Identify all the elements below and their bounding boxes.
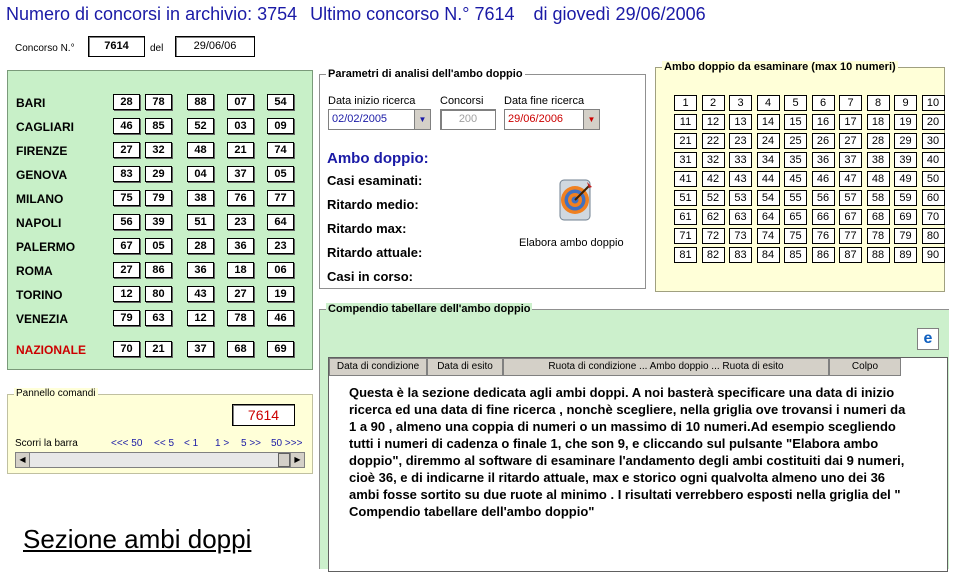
column-header[interactable]: Data di condizione [329, 358, 427, 376]
grid-number-17[interactable]: 17 [839, 114, 862, 130]
end-label: Data fine ricerca [504, 95, 585, 107]
wheel-number[interactable]: 19 [267, 286, 294, 302]
chevron-down-icon[interactable]: ▼ [414, 110, 430, 129]
wheel-number[interactable]: 38 [187, 190, 214, 206]
grid-number-56[interactable]: 56 [812, 190, 835, 206]
column-header[interactable]: Data di esito [427, 358, 503, 376]
grid-number-31[interactable]: 31 [674, 152, 697, 168]
start-date-value: 02/02/2005 [332, 113, 388, 125]
wheel-number[interactable]: 48 [187, 142, 214, 158]
grid-number-34[interactable]: 34 [757, 152, 780, 168]
grid-number-33[interactable]: 33 [729, 152, 752, 168]
wheel-number[interactable]: 18 [227, 262, 254, 278]
concorsi-field[interactable]: 200 [440, 109, 496, 130]
grid-number-2[interactable]: 2 [702, 95, 725, 111]
grid-number-72[interactable]: 72 [702, 228, 725, 244]
grid-number-50[interactable]: 50 [922, 171, 945, 187]
concorso-date-field[interactable]: 29/06/06 [175, 36, 255, 57]
archive-label: Numero di concorsi in archivio: [6, 4, 253, 24]
compendio-description: Questa è la sezione dedicata agli ambi doppi. A noi basterà specificare una data di inizio ricerca ed una data di fine ricerca , nonchè scegliere, nella griglia ove trovansi i numeri da 1 a 90 , almeno una coppia di numeri o un massimo di 10 numeri.Ad esempio scegliendo tutti i numeri di cadenza o finale 1, che son 9, e cliccando sul pulsante "Elabora ambo doppio", diremmo al software di esaminare l'andamento degli ambi costituiti dai 9 numeri, cioè 36, e di indicarne il ritardo attuale, max e storico ogni qualvolta almeno uno dei 36 ambi fosse sortito su due ruote al minimo . I risultati verrebbero esposti nella griglia del " Compendio tabellare dell'ambo doppio" [349, 385, 906, 519]
grid-number-7[interactable]: 7 [839, 95, 862, 111]
grid-number-1[interactable]: 1 [674, 95, 697, 111]
params-legend: Parametri di analisi dell'ambo doppio [328, 68, 523, 80]
compendio-legend: Compendio tabellare dell'ambo doppio [328, 303, 531, 315]
wheel-number[interactable]: 12 [113, 286, 140, 302]
grid-number-65[interactable]: 65 [784, 209, 807, 225]
nav-step-button[interactable]: <<< 50 [111, 438, 143, 449]
grid-number-78[interactable]: 78 [867, 228, 890, 244]
params-panel [319, 68, 646, 289]
wheel-number[interactable]: 88 [187, 94, 214, 110]
pannello-legend: Pannello comandi [16, 388, 96, 399]
grid-number-21[interactable]: 21 [674, 133, 697, 149]
column-header[interactable]: Colpo [829, 358, 901, 376]
grid-number-49[interactable]: 49 [894, 171, 917, 187]
wheel-number[interactable]: 03 [227, 118, 254, 134]
wheel-number[interactable]: 75 [113, 190, 140, 206]
grid-number-26[interactable]: 26 [812, 133, 835, 149]
grid-number-58[interactable]: 58 [867, 190, 890, 206]
grid-number-45[interactable]: 45 [784, 171, 807, 187]
wheel-number[interactable]: 46 [267, 310, 294, 326]
wheel-name-milano: MILANO [16, 192, 64, 206]
wheel-number[interactable]: 54 [267, 94, 294, 110]
grid-number-48[interactable]: 48 [867, 171, 890, 187]
ambo-title: Ambo doppio: [327, 150, 429, 167]
stat-label: Ritardo attuale: [327, 245, 423, 260]
elabora-button[interactable]: Elabora ambo doppio [519, 237, 624, 249]
wheel-number[interactable]: 76 [227, 190, 254, 206]
compendio-table [328, 357, 948, 572]
export-ie-icon[interactable]: e [917, 328, 939, 350]
wheel-name-firenze: FIRENZE [16, 144, 68, 158]
wheel-number[interactable]: 29 [145, 166, 172, 182]
grid-number-73[interactable]: 73 [729, 228, 752, 244]
grid-number-24[interactable]: 24 [757, 133, 780, 149]
grid-number-30[interactable]: 30 [922, 133, 945, 149]
grid-number-84[interactable]: 84 [757, 247, 780, 263]
scroll-left-arrow-icon[interactable]: ◀ [16, 453, 30, 467]
grid-number-64[interactable]: 64 [757, 209, 780, 225]
wheel-number[interactable]: 78 [145, 94, 172, 110]
header-title [6, 4, 706, 25]
grid-number-3[interactable]: 3 [729, 95, 752, 111]
grid-number-57[interactable]: 57 [839, 190, 862, 206]
grid-number-8[interactable]: 8 [867, 95, 890, 111]
grid-number-15[interactable]: 15 [784, 114, 807, 130]
wheel-number[interactable]: 27 [113, 142, 140, 158]
wheel-number[interactable]: 56 [113, 214, 140, 230]
wheel-number[interactable]: 23 [267, 238, 294, 254]
scroll-label: Scorri la barra [15, 438, 78, 449]
wheel-number[interactable]: 86 [145, 262, 172, 278]
wheel-number[interactable]: 37 [227, 166, 254, 182]
end-date-select[interactable] [504, 109, 600, 130]
concorso-scrollbar[interactable] [15, 452, 305, 468]
grid-number-52[interactable]: 52 [702, 190, 725, 206]
grid-number-32[interactable]: 32 [702, 152, 725, 168]
grid-number-54[interactable]: 54 [757, 190, 780, 206]
grid-number-88[interactable]: 88 [867, 247, 890, 263]
section-title: Sezione ambi doppi [23, 524, 252, 554]
grid-number-76[interactable]: 76 [812, 228, 835, 244]
wheel-number[interactable]: 51 [187, 214, 214, 230]
grid-number-69[interactable]: 69 [894, 209, 917, 225]
wheel-number[interactable]: 04 [187, 166, 214, 182]
wheel-number[interactable]: 07 [227, 94, 254, 110]
wheel-number[interactable]: 36 [227, 238, 254, 254]
grid-number-77[interactable]: 77 [839, 228, 862, 244]
wheel-name-venezia: VENEZIA [16, 312, 69, 326]
wheel-name-bari: BARI [16, 96, 46, 110]
grid-number-35[interactable]: 35 [784, 152, 807, 168]
wheel-number[interactable]: 21 [227, 142, 254, 158]
concorsi-label: Concorsi [440, 95, 484, 107]
ambo-grid-panel [655, 61, 945, 292]
nav-step-button[interactable]: << 5 [154, 438, 175, 449]
stat-label: Ritardo max: [327, 221, 407, 236]
grid-number-74[interactable]: 74 [757, 228, 780, 244]
nav-step-button[interactable]: 50 >>> [271, 438, 303, 449]
wheel-name-napoli: NAPOLI [16, 216, 62, 230]
grid-number-79[interactable]: 79 [894, 228, 917, 244]
grid-number-19[interactable]: 19 [894, 114, 917, 130]
wheel-number[interactable]: 79 [145, 190, 172, 206]
wheel-number[interactable]: 74 [267, 142, 294, 158]
column-header[interactable]: Ruota di condizione ... Ambo doppio ... Ruota di esito [503, 358, 829, 376]
compendio-panel [319, 303, 949, 569]
wheel-number[interactable]: 05 [145, 238, 172, 254]
wheel-number[interactable]: 37 [187, 341, 214, 357]
wheel-number[interactable]: 85 [145, 118, 172, 134]
grid-number-66[interactable]: 66 [812, 209, 835, 225]
wheel-name-cagliari: CAGLIARI [16, 120, 74, 134]
wheel-number[interactable]: 39 [145, 214, 172, 230]
wheel-number[interactable]: 67 [113, 238, 140, 254]
grid-number-59[interactable]: 59 [894, 190, 917, 206]
wheels-panel [7, 70, 313, 370]
wheel-number[interactable]: 28 [113, 94, 140, 110]
grid-number-70[interactable]: 70 [922, 209, 945, 225]
grid-number-42[interactable]: 42 [702, 171, 725, 187]
start-date-select[interactable] [328, 109, 431, 130]
grid-number-10[interactable]: 10 [922, 95, 945, 111]
grid-number-11[interactable]: 11 [674, 114, 697, 130]
grid-number-39[interactable]: 39 [894, 152, 917, 168]
wheel-number[interactable]: 68 [227, 341, 254, 357]
archive-count: 3754 [257, 4, 298, 24]
number-grid [674, 95, 954, 295]
wheel-name-nazionale: NAZIONALE [16, 343, 86, 357]
grid-number-55[interactable]: 55 [784, 190, 807, 206]
wheel-number[interactable]: 78 [227, 310, 254, 326]
wheel-number[interactable]: 28 [187, 238, 214, 254]
grid-number-81[interactable]: 81 [674, 247, 697, 263]
grid-number-36[interactable]: 36 [812, 152, 835, 168]
grid-number-87[interactable]: 87 [839, 247, 862, 263]
wheel-number[interactable]: 09 [267, 118, 294, 134]
grid-number-44[interactable]: 44 [757, 171, 780, 187]
grid-number-63[interactable]: 63 [729, 209, 752, 225]
nav-step-button[interactable]: 5 >> [241, 438, 262, 449]
del-label: del [150, 43, 164, 54]
grid-number-20[interactable]: 20 [922, 114, 945, 130]
wheel-name-palermo: PALERMO [16, 240, 76, 254]
grid-number-37[interactable]: 37 [839, 152, 862, 168]
grid-number-62[interactable]: 62 [702, 209, 725, 225]
wheel-number[interactable]: 69 [267, 341, 294, 357]
grid-number-18[interactable]: 18 [867, 114, 890, 130]
wheel-number[interactable]: 05 [267, 166, 294, 182]
wheel-number[interactable]: 32 [145, 142, 172, 158]
concorso-number-field[interactable]: 7614 [88, 36, 145, 57]
grid-number-41[interactable]: 41 [674, 171, 697, 187]
grid-number-13[interactable]: 13 [729, 114, 752, 130]
wheel-number[interactable]: 06 [267, 262, 294, 278]
grid-number-86[interactable]: 86 [812, 247, 835, 263]
wheel-number[interactable]: 83 [113, 166, 140, 182]
chevron-down-icon[interactable]: ▼ [583, 110, 599, 129]
grid-number-71[interactable]: 71 [674, 228, 697, 244]
grid-number-90[interactable]: 90 [922, 247, 945, 263]
start-label: Data inizio ricerca [328, 95, 416, 107]
wheel-number[interactable]: 27 [113, 262, 140, 278]
grid-number-67[interactable]: 67 [839, 209, 862, 225]
grid-number-53[interactable]: 53 [729, 190, 752, 206]
ambo-grid-legend: Ambo doppio da esaminare (max 10 numeri) [664, 61, 896, 73]
wheel-number[interactable]: 12 [187, 310, 214, 326]
grid-number-4[interactable]: 4 [757, 95, 780, 111]
grid-number-51[interactable]: 51 [674, 190, 697, 206]
wheel-number[interactable]: 80 [145, 286, 172, 302]
wheel-name-roma: ROMA [16, 264, 53, 278]
pannello-value[interactable]: 7614 [232, 404, 295, 426]
grid-number-80[interactable]: 80 [922, 228, 945, 244]
stat-label: Ritardo medio: [327, 197, 419, 212]
grid-number-25[interactable]: 25 [784, 133, 807, 149]
wheel-name-genova: GENOVA [16, 168, 68, 182]
wheel-number[interactable]: 70 [113, 341, 140, 357]
scroll-right-arrow-icon[interactable]: ▶ [290, 453, 304, 467]
grid-number-6[interactable]: 6 [812, 95, 835, 111]
last-date: di giovedì 29/06/2006 [533, 4, 706, 24]
wheel-number[interactable]: 52 [187, 118, 214, 134]
last-number: 7614 [474, 4, 515, 24]
grid-number-16[interactable]: 16 [812, 114, 835, 130]
grid-number-40[interactable]: 40 [922, 152, 945, 168]
grid-number-43[interactable]: 43 [729, 171, 752, 187]
table-header [329, 358, 949, 376]
wheel-number[interactable]: 77 [267, 190, 294, 206]
stat-label: Casi esaminati: [327, 173, 423, 188]
stats-list [320, 173, 520, 293]
grid-number-14[interactable]: 14 [757, 114, 780, 130]
grid-number-68[interactable]: 68 [867, 209, 890, 225]
target-icon[interactable] [556, 178, 596, 222]
wheel-number[interactable]: 36 [187, 262, 214, 278]
grid-number-27[interactable]: 27 [839, 133, 862, 149]
grid-number-47[interactable]: 47 [839, 171, 862, 187]
nav-step-button[interactable]: < 1 [184, 438, 199, 449]
end-date-value: 29/06/2006 [508, 113, 564, 125]
nav-step-button[interactable]: 1 > [215, 438, 230, 449]
grid-number-28[interactable]: 28 [867, 133, 890, 149]
grid-number-23[interactable]: 23 [729, 133, 752, 149]
grid-number-46[interactable]: 46 [812, 171, 835, 187]
wheel-number[interactable]: 46 [113, 118, 140, 134]
last-label: Ultimo concorso N.° [310, 4, 470, 24]
grid-number-5[interactable]: 5 [784, 95, 807, 111]
wheel-number[interactable]: 64 [267, 214, 294, 230]
wheel-number[interactable]: 27 [227, 286, 254, 302]
grid-number-60[interactable]: 60 [922, 190, 945, 206]
grid-number-89[interactable]: 89 [894, 247, 917, 263]
stat-label: Casi in corso: [327, 269, 413, 284]
grid-number-61[interactable]: 61 [674, 209, 697, 225]
grid-number-75[interactable]: 75 [784, 228, 807, 244]
pannello-comandi [7, 388, 313, 474]
nav-row [111, 438, 311, 450]
wheel-number[interactable]: 63 [145, 310, 172, 326]
grid-number-12[interactable]: 12 [702, 114, 725, 130]
grid-number-29[interactable]: 29 [894, 133, 917, 149]
grid-number-22[interactable]: 22 [702, 133, 725, 149]
scroll-thumb[interactable] [278, 453, 290, 467]
concorso-label: Concorso N.° [15, 43, 75, 54]
grid-number-38[interactable]: 38 [867, 152, 890, 168]
wheel-number[interactable]: 23 [227, 214, 254, 230]
wheel-name-torino: TORINO [16, 288, 63, 302]
grid-number-83[interactable]: 83 [729, 247, 752, 263]
wheel-number[interactable]: 21 [145, 341, 172, 357]
grid-number-9[interactable]: 9 [894, 95, 917, 111]
grid-number-82[interactable]: 82 [702, 247, 725, 263]
wheel-number[interactable]: 43 [187, 286, 214, 302]
grid-number-85[interactable]: 85 [784, 247, 807, 263]
wheel-number[interactable]: 79 [113, 310, 140, 326]
